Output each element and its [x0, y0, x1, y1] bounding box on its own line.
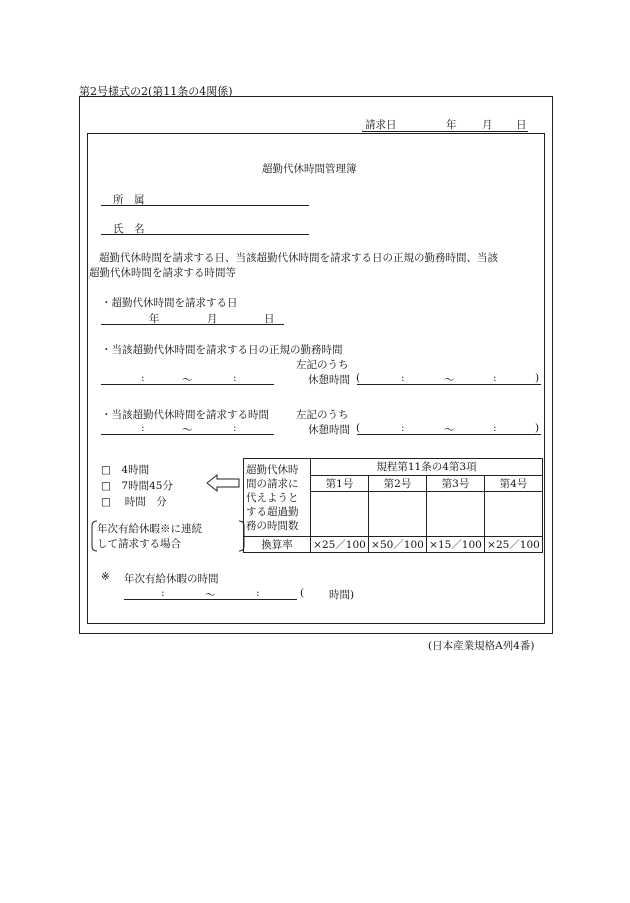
section3-rest-colon1: :: [401, 422, 405, 434]
section3-note: 左記のうち: [296, 409, 349, 421]
left-arrow-icon: [206, 473, 240, 496]
table-rate-cell: ×50／100: [369, 537, 427, 553]
section2-tilde: 〜: [182, 374, 193, 386]
row-label-line: 超勤代休時: [246, 463, 299, 476]
table-group-header: 規程第11条の4第3項: [311, 459, 543, 476]
request-date-year: 年: [446, 119, 457, 131]
section2-rest-close: ): [535, 372, 540, 384]
name-field[interactable]: [101, 234, 309, 235]
section3-heading: ・当該超勤代休時間を請求する時間: [101, 409, 269, 421]
intro-text-line1: 超勤代休時間を請求する日、当該超勤代休時間を請求する日の正規の勤務時間、当該: [99, 252, 498, 264]
section1-day: 日: [264, 313, 275, 325]
table-col-header: 第2号: [369, 476, 427, 492]
table-col-header: 第4号: [485, 476, 543, 492]
section2-colon1: :: [141, 372, 145, 384]
table-col-header: 第3号: [427, 476, 485, 492]
table-rate-cell: ×25／100: [311, 537, 369, 553]
table-rate-cell: ×25／100: [485, 537, 543, 553]
note-hours: 時間): [329, 589, 355, 601]
section3-rest-tilde: 〜: [444, 424, 455, 436]
affiliation-field[interactable]: [101, 205, 309, 206]
annual-leave-bracket: [91, 520, 245, 550]
name-label: 氏 名: [113, 223, 145, 235]
note-colon2: :: [256, 587, 260, 599]
option-7h45m[interactable]: □ 7時間45分: [101, 480, 173, 492]
section3-rest-field[interactable]: [357, 434, 541, 435]
intro-text-line2: 超勤代休時間を請求する時間等: [89, 267, 236, 279]
table-input-cell[interactable]: [311, 492, 369, 537]
table-input-cell[interactable]: [427, 492, 485, 537]
section3-rest-close: ): [535, 422, 540, 434]
section2-colon2: :: [233, 372, 237, 384]
section3-tilde: 〜: [182, 424, 193, 436]
request-date-day: 日: [516, 119, 527, 131]
note-tilde: 〜: [205, 589, 216, 601]
request-date-underline: [362, 131, 528, 132]
section2-rest-tilde: 〜: [444, 374, 455, 386]
conversion-table: [243, 458, 543, 553]
section3-rest-colon2: :: [493, 422, 497, 434]
bracket-text-line1: 年次有給休暇※に連続: [97, 523, 202, 535]
section1-date-field[interactable]: [101, 324, 284, 325]
note-label: 年次有給休暇の時間: [124, 573, 219, 585]
row-label-line: 代えようと: [246, 491, 299, 504]
section3-rest-open: (: [356, 422, 361, 434]
section2-rest-colon1: :: [401, 372, 405, 384]
form-number: 第2号様式の2(第11条の4関係): [79, 85, 233, 98]
option-custom[interactable]: □ 時間 分: [101, 496, 167, 508]
request-date-month: 月: [482, 119, 493, 131]
table-col-header: 第1号: [311, 476, 369, 492]
section2-heading: ・当該超勤代休時間を請求する日の正規の勤務時間: [101, 344, 343, 356]
note-time-field[interactable]: [124, 599, 297, 600]
table-row-label: [244, 459, 311, 537]
affiliation-label: 所 属: [113, 194, 145, 206]
note-colon1: :: [161, 587, 165, 599]
section1-heading: ・超勤代休時間を請求する日: [101, 297, 238, 309]
option-4h[interactable]: □ 4時間: [101, 464, 150, 476]
form-title: 超勤代休時間管理簿: [262, 163, 357, 175]
section1-year: 年: [149, 313, 160, 325]
section3-colon2: :: [233, 422, 237, 434]
section2-note: 左記のうち: [296, 359, 349, 371]
table-input-cell[interactable]: [485, 492, 543, 537]
table-rate-label: 換算率: [244, 537, 311, 553]
section2-rest-colon2: :: [493, 372, 497, 384]
section2-rest-label: 休憩時間: [308, 374, 350, 386]
row-label-line: 間の請求に: [246, 477, 299, 490]
bracket-text-line2: して請求する場合: [97, 538, 181, 550]
row-label-line: 務の時間数: [246, 519, 299, 532]
table-rate-cell: ×15／100: [427, 537, 485, 553]
section2-rest-open: (: [356, 372, 361, 384]
note-open-paren: (: [300, 587, 305, 599]
section2-rest-field[interactable]: [357, 384, 541, 385]
section3-rest-label: 休憩時間: [308, 424, 350, 436]
row-label-line: する超過勤: [246, 505, 299, 518]
section3-time-field[interactable]: [101, 434, 274, 435]
section2-time-field[interactable]: [101, 384, 274, 385]
note-mark: ※: [101, 571, 110, 583]
table-input-cell[interactable]: [369, 492, 427, 537]
request-date-label: 請求日: [365, 119, 397, 131]
footer-standard: (日本産業規格A列4番): [428, 640, 535, 652]
section1-month: 月: [207, 313, 218, 325]
section3-colon1: :: [141, 422, 145, 434]
